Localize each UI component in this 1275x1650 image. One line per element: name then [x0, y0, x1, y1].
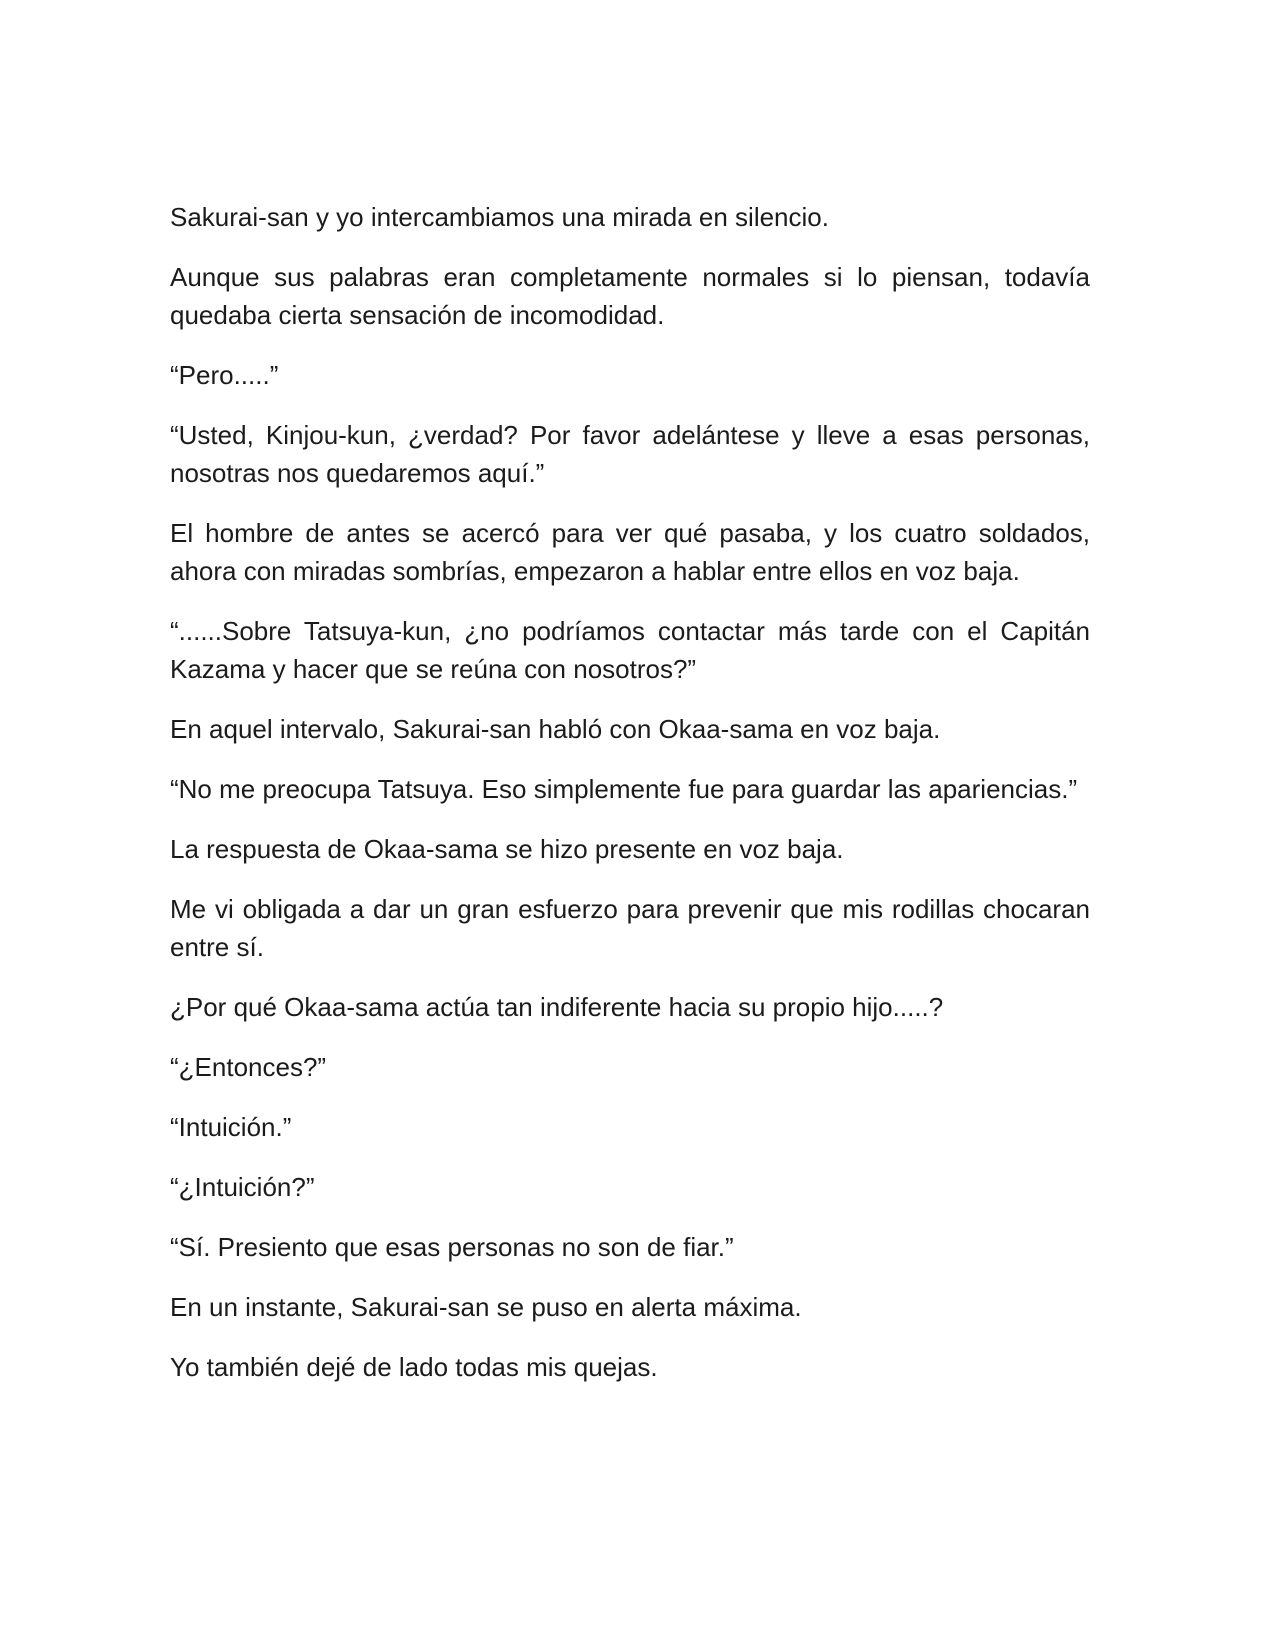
paragraph: “¿Entonces?”: [170, 1052, 327, 1082]
paragraph: “No me preocupa Tatsuya. Eso simplemente fue para guardar las apariencias.”: [170, 774, 1078, 804]
paragraph: En un instante, Sakurai-san se puso en alerta máxima.: [170, 1292, 802, 1322]
paragraph: “Sí. Presiento que esas personas no son de fiar.”: [170, 1232, 734, 1262]
paragraph: “¿Intuición?”: [170, 1172, 315, 1202]
paragraph: “Intuición.”: [170, 1112, 292, 1142]
paragraph: Aunque sus palabras eran completamente normales si lo piensan, todavía quedaba cierta sensación de incomodidad.: [170, 262, 1090, 330]
paragraph: “Pero.....”: [170, 360, 279, 390]
paragraph: Me vi obligada a dar un gran esfuerzo para prevenir que mis rodillas chocaran entre sí.: [170, 894, 1090, 962]
paragraph: “......Sobre Tatsuya-kun, ¿no podríamos contactar más tarde con el Capitán Kazama y hacer que se reúna con nosotros?”: [170, 616, 1090, 684]
paragraph: “Usted, Kinjou-kun, ¿verdad? Por favor adelántese y lleve a esas personas, nosotras nos quedaremos aquí.”: [170, 420, 1090, 488]
paragraph: La respuesta de Okaa-sama se hizo presente en voz baja.: [170, 834, 844, 864]
paragraph: El hombre de antes se acercó para ver qué pasaba, y los cuatro soldados, ahora con miradas sombrías, empezaron a hablar entre ellos en voz baja.: [170, 518, 1090, 586]
paragraph: En aquel intervalo, Sakurai-san habló con Okaa-sama en voz baja.: [170, 714, 941, 744]
paragraph: Yo también dejé de lado todas mis quejas.: [170, 1352, 658, 1382]
paragraph: Sakurai-san y yo intercambiamos una mirada en silencio.: [170, 202, 829, 232]
paragraph: ¿Por qué Okaa-sama actúa tan indiferente hacia su propio hijo.....?: [170, 992, 944, 1022]
